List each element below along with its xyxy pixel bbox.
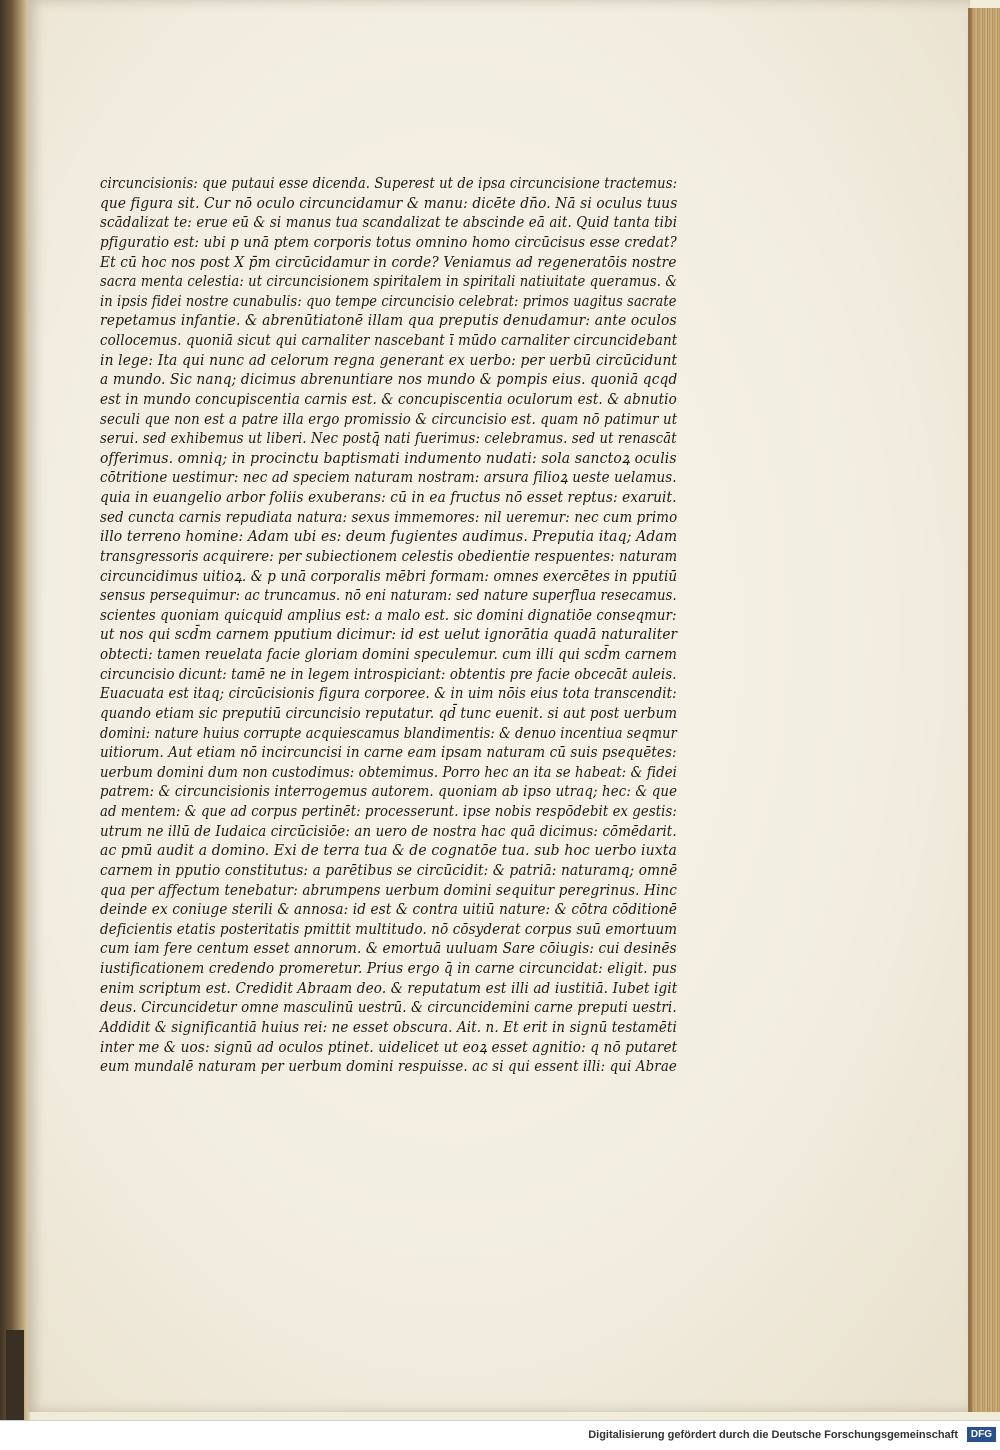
text-line: iustificationem credendo promeretur. Prius ergo q̄ in carne circuncidat: eligit. pus (100, 960, 677, 977)
text-line: Addidit & significantiā huius rei: ne esset obscura. Ait. n. Et erit in signū testamēti (100, 1018, 677, 1036)
text-line: ad mentem: & que ad corpus pertinēt: processerunt. ipse nobis respōdebit ex gestis: (100, 803, 677, 820)
text-line: deus. Circuncidetur omne masculinū uestrū. & circuncidemini carne preputi uestri. (100, 999, 677, 1017)
text-line: Euacuata est itaq; circūcisionis figura corporee. & in uim nōis eius tota transcendit: (100, 685, 677, 703)
text-line: collocemus. quoniā sicut qui carnaliter nascebant ī mūdo carnaliter circuncidebant (100, 332, 678, 349)
text-line: sacra menta celestia: ut circuncisionem spiritalem in spiritali natiuitate queramus. & (100, 273, 678, 291)
text-line: inter me & uos: signū ad oculos ptinet. uidelicet ut eoꝝ esset agnitio: q nō putaret (100, 1038, 678, 1056)
text-line: seculi que non est a patre illa ergo promissio & circuncisio est. quam nō patimur ut (100, 410, 678, 428)
text-line: cum iam fere centum esset annorum. & emortuā uuluam Sare cōiugis: cui desinēs (100, 940, 677, 958)
text-line: in ipsis fidei nostre cunabulis: quo tempe circuncisio celebrat: primos uagitus sacrate (100, 292, 677, 310)
text-line: a mundo. Sic nanq; dicimus abrenuntiare nos mundo & pompis eius. quoniā qcqd (100, 371, 678, 389)
text-line: enim scriptum est. Credidit Abraam deo. & reputatum est illi ad iustitiā. Iubet igit (100, 979, 678, 997)
page-fore-edge (968, 8, 1000, 1412)
text-line: deficientis etatis posteritatis pmittit multitudo. nō cōsyderat corpus suū emortuum (100, 920, 678, 938)
text-line: uitiorum. Aut etiam nō incircuncisi in carne eam ipsam naturam cū suis psequētes: (100, 744, 677, 762)
text-line: scādalizat te: erue eū & si manus tua scandalizat te abscinde eā ait. Quid tanta tibi (100, 214, 678, 232)
text-line: circuncidimus uitioꝝ. & p unā corporalis mēbri formam: omnes exercētes in pputiū (100, 567, 678, 585)
text-line: deinde ex coniuge sterili & annosa: id est & contra uitiū nature: & cōtra cōditionē (100, 901, 678, 919)
text-line: est in mundo concupiscentia carnis est. & concupiscentia oculorum est. & abnutio (100, 390, 677, 408)
text-line: eum mundalē naturam per uerbum domini respuisse. ac si qui essent illi: qui Abrae (100, 1058, 677, 1076)
text-line: cōtritione uestimur: nec ad speciem naturam nostram: arsura filioꝝ ueste uelamus. (100, 469, 677, 487)
text-line: scientes quoniam quicquid amplius est: a malo est. sic domini dignatiōe conseqmur: (100, 606, 677, 624)
text-line: Et cū hoc nos post X p̄m circūcidamur in corde? Veniamus ad regeneratōis nostre (100, 253, 677, 271)
dfg-logo: DFG (967, 1427, 996, 1442)
text-line: in lege: Ita qui nunc ad celorum regna generant ex uerbo: per uerbū circūcidunt (100, 351, 678, 369)
text-line: obtecti: tamen reuelata facie gloriam domini speculemur. cum illi qui scd̄m carnem (100, 646, 677, 663)
text-line: circuncisio dicunt: tamē ne in legem introspiciant: obtentis pre facie obcecāt auleis. (100, 665, 677, 683)
text-line: circuncisionis: que putaui esse dicenda. Superest ut de ipsa circuncisione tractemus: (100, 175, 678, 192)
text-line: offerimus. omniq; in procinctu baptismati indumento nudati: sola sanctoꝝ oculis (100, 449, 677, 467)
text-line: utrum ne illū de Iudaica circūcisiōe: an uero de nostra hac quā dicimus: cōmēdarit. (100, 822, 677, 840)
text-line: que figura sit. Cur nō oculo circuncidamur & manu: dicēte dn̄o. Nā si oculus tuus (100, 194, 678, 212)
funding-credit: Digitalisierung gefördert durch die Deutsche Forschungsgemeinschaft (588, 1429, 958, 1441)
facing-page-edge (0, 0, 30, 1420)
text-line: quando etiam sic preputiū circuncisio reputatur. qd̄ tunc euenit. si aut post uerbum (100, 704, 678, 722)
text-line: illo terreno homine: Adam ubi es: deum fugientes audimus. Preputia itaq; Adam (100, 528, 678, 546)
text-line: qua per affectum tenebatur: abrumpens uerbum domini sequitur peregrinus. Hinc (100, 881, 678, 899)
text-line: serui. sed exhibemus ut liberi. Nec postq̄ nati fuerimus: celebramus. sed ut renascāt (100, 430, 677, 448)
text-line: quia in euangelio arbor foliis exuberans: cū in ea fructus nō esset reptus: exaruit. (100, 489, 677, 506)
text-line: patrem: & circuncisionis interrogemus autorem. quoniam ab ipso utraq; hec: & que (100, 783, 678, 801)
text-block (100, 174, 700, 1077)
text-line: carnem in pputio constitutus: a parētibus se circūcidit: & patriā: naturamq; omnē (100, 861, 678, 879)
text-line: domini: nature huius corrupte acquiescamus blandimentis: & denuo incentiua seqmur (100, 724, 677, 742)
text-line: repetamus infantie. & abrenūtiatonē illam qua preputis denudamur: ante oculos (100, 312, 677, 330)
text-line: pfiguratio est: ubi p unā ptem corporis totus omnino homo circūcisus esse credat? (100, 233, 677, 251)
text-line: transgressoris acquirere: per subiectionem celestis obedientie respuentes: naturam (100, 547, 678, 565)
text-line: ut nos qui scd̄m carnem pputium dicimur: id est uelut ignorātia quadā naturaliter (100, 626, 678, 644)
text-line: sed cuncta carnis repudiata natura: sexus immemores: nil ueremur: nec cum primo (100, 508, 678, 526)
footer-bar (0, 1420, 1000, 1450)
text-line: sensus persequimur: ac truncamus. nō eni naturam: sed nature superflua resecamus. (100, 587, 677, 605)
text-line: ac pmū audit a domino. Exi de terra tua & de cognatōe tua. sub hoc uerbo iuxta (100, 842, 677, 860)
text-line: uerbum domini dum non custodimus: obtemimus. Porro hec an ita se habeat: & fidei (100, 763, 678, 781)
